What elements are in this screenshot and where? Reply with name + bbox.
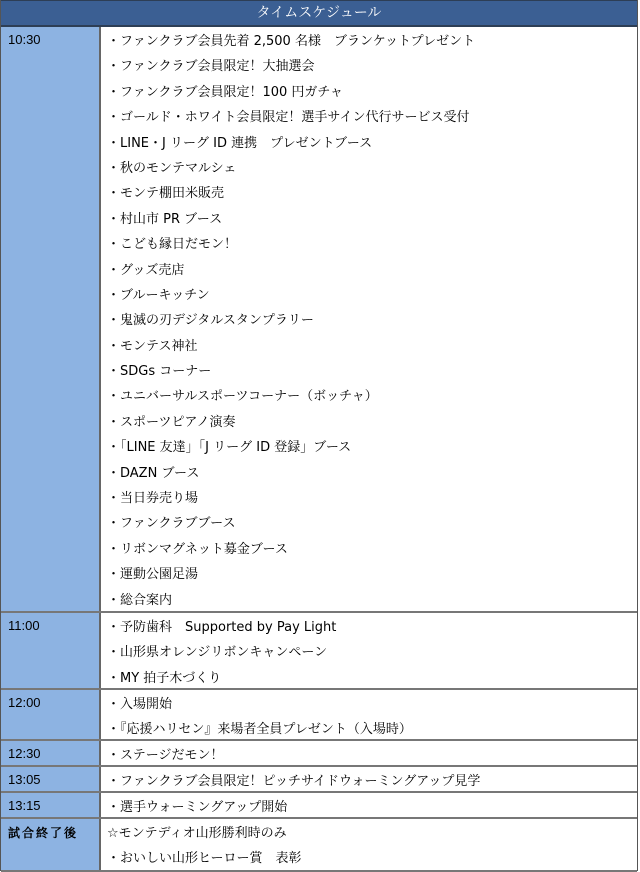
- event-item: ・グッズ売店: [107, 262, 185, 278]
- event-item: ・ゴールド・ホワイト会員限定！選手サイン代行サービス受付: [107, 110, 470, 126]
- event-item: ・モンテ棚田米販売: [107, 186, 225, 202]
- event-item: ・「LINE 友達」「J リーグ ID 登録」ブース: [107, 440, 352, 456]
- schedule-row: [1, 690, 637, 741]
- event-item: ・鬼滅の刃デジタルスタンプラリー: [107, 313, 314, 329]
- event-item: ・ファンクラブ会員限定！大抽選会: [107, 59, 315, 75]
- event-item: ・運動公園足湯: [107, 567, 199, 583]
- event-list: [101, 793, 637, 817]
- event-item: ・DAZN ブース: [107, 465, 200, 481]
- event-list: [101, 27, 637, 611]
- event-item: ・ユニバーサルスポーツコーナー（ボッチャ）: [107, 389, 378, 405]
- time-cell: 試合終了後: [1, 819, 101, 870]
- event-item: ☆モンテディオ山形勝利時のみ: [107, 826, 287, 841]
- schedule-row: [1, 767, 637, 793]
- event-list: [101, 613, 637, 688]
- event-item: ・総合案内: [107, 592, 173, 608]
- event-item: ・ステージだモン！: [107, 748, 224, 763]
- event-item: ・おいしい山形ヒーロー賞 表彰: [107, 851, 302, 867]
- time-cell: 12:30: [1, 741, 101, 765]
- event-item: ・ブルーキッチン: [107, 287, 210, 303]
- event-item: ・『応援ハリセン』来場者全員プレゼント（入場時）: [107, 722, 412, 738]
- time-cell: 13:15: [1, 793, 101, 817]
- event-item: ・ファンクラブブース: [107, 516, 236, 532]
- event-item: ・村山市 PR ブース: [107, 211, 223, 227]
- event-item: ・ファンクラブ会員限定！ピッチサイドウォーミングアップ見学: [107, 774, 481, 789]
- event-list: [101, 767, 637, 791]
- event-item: ・山形県オレンジリボンキャンペーン: [107, 645, 328, 661]
- schedule-rows: [1, 27, 637, 872]
- schedule-row: [1, 819, 637, 872]
- event-item: ・スポーツピアノ演奏: [107, 414, 236, 430]
- schedule-row: [1, 741, 637, 767]
- event-list: [101, 741, 637, 765]
- time-cell: 10:30: [1, 27, 101, 611]
- event-item: ・こども縁日だモン！: [107, 237, 238, 253]
- event-list: [101, 690, 637, 739]
- event-item: ・MY 拍子木づくり: [107, 670, 222, 686]
- schedule-row: [1, 27, 637, 613]
- schedule-row: [1, 793, 637, 819]
- event-item: ・LINE・J リーグ ID 連携 プレゼントブース: [107, 135, 373, 151]
- event-item: ・SDGs コーナー: [107, 364, 212, 380]
- event-item: ・秋のモンテマルシェ: [107, 160, 237, 176]
- event-item: ・入場開始: [107, 697, 173, 712]
- schedule-row: [1, 613, 637, 690]
- event-item: ・ファンクラブ会員限定！100 円ガチャ: [107, 84, 344, 100]
- time-cell: 12:00: [1, 690, 101, 739]
- event-item: ・選手ウォーミングアップ開始: [107, 800, 288, 815]
- event-list: [101, 819, 637, 870]
- time-cell: 13:05: [1, 767, 101, 791]
- event-item: ・予防歯科 Supported by Pay Light: [107, 620, 337, 635]
- event-item: ・リボンマグネット募金ブース: [107, 541, 288, 557]
- time-cell: 11:00: [1, 613, 101, 688]
- schedule-title: タイムスケジュール: [1, 0, 637, 27]
- event-item: ・当日券売り場: [107, 491, 199, 507]
- event-item: ・モンテス神社: [107, 338, 198, 354]
- event-item: ・ファンクラブ会員先着 2,500 名様 ブランケットプレゼント: [107, 34, 476, 49]
